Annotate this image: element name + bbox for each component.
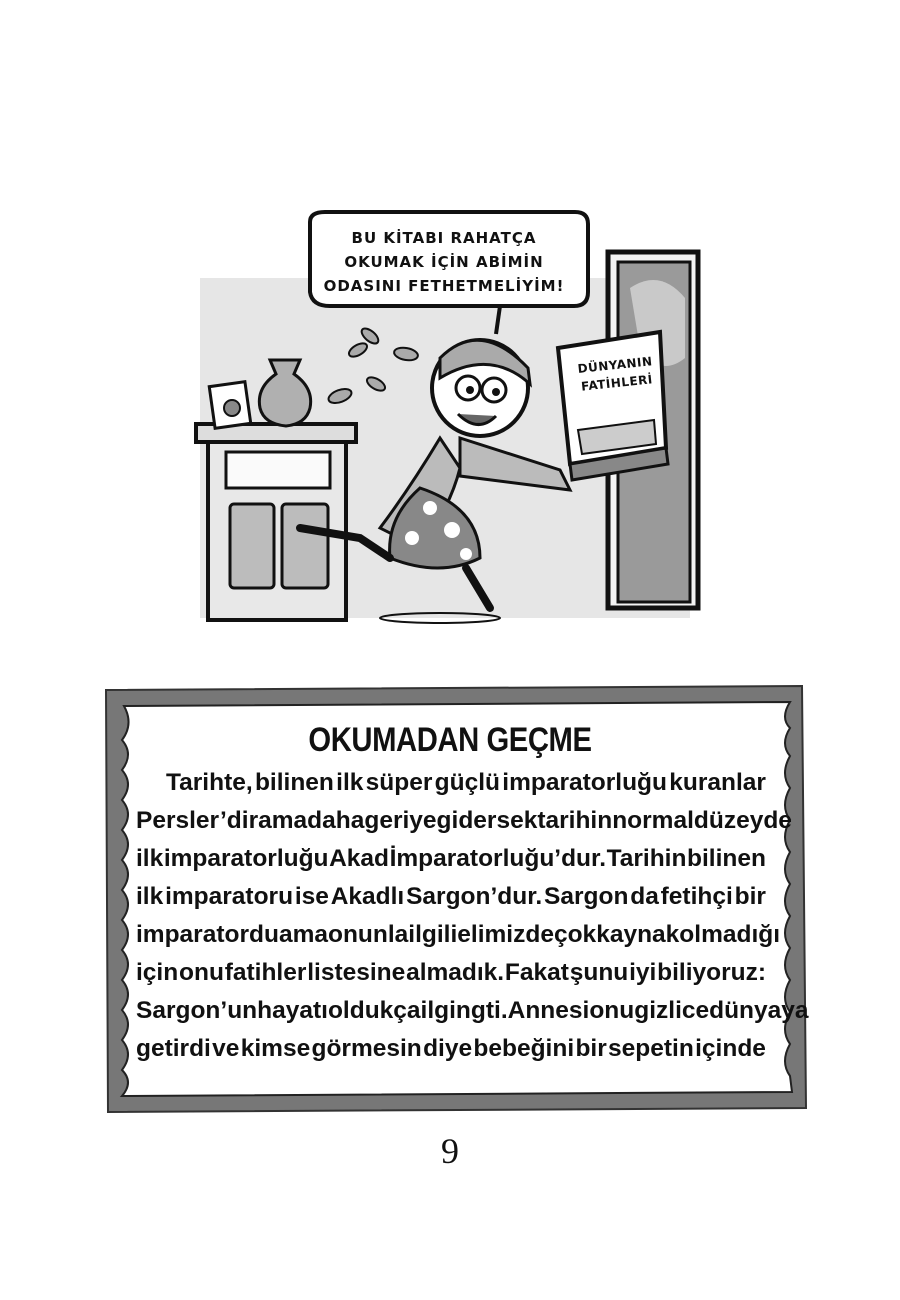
speech-line: ODASINI FETHETMELİYİM!	[323, 277, 565, 295]
body-line: imparatordu ama onunla ilgili elimizde çok kaynak olmadığı	[136, 921, 781, 948]
box-body-text	[136, 764, 809, 1068]
box-title: OKUMADAN GEÇME	[308, 721, 592, 759]
speech-line: BU KİTABI RAHATÇA	[351, 229, 537, 247]
speech-bubble-text	[322, 226, 566, 298]
body-line: Sargon’un hayatı oldukça ilgingti. Annesi onu gizlice dünyaya	[136, 997, 809, 1024]
body-line: getirdi ve kimse görmesin diye bebeğini bir sepetin içinde	[136, 1035, 766, 1062]
body-line: Persler’dir ama daha geriye gidersek tarihin normal düzeyde	[136, 807, 792, 834]
cabinet	[196, 424, 356, 620]
body-line: ilk imparatoru ise Akadlı Sargon’dur. Sargon da fetihçi bir	[136, 883, 766, 910]
speech-line: OKUMAK İÇİN ABİMİN	[344, 253, 544, 271]
body-line: ilk imparatorluğu Akad İmparatorluğu’dur. Tarihin bilinen	[136, 845, 766, 872]
book-cover-line: DÜNYANIN	[576, 354, 654, 376]
body-line: için onu fatihler listesine almadık. Fakat şunu iyi biliyoruz:	[136, 959, 766, 986]
picture-frame	[209, 382, 250, 429]
book-cover-line: FATİHLERİ	[580, 372, 654, 394]
page-number: 9	[441, 1131, 459, 1171]
body-line: Tarihte, bilinen ilk süper güçlü imparatorluğu kuranlar	[166, 769, 766, 796]
